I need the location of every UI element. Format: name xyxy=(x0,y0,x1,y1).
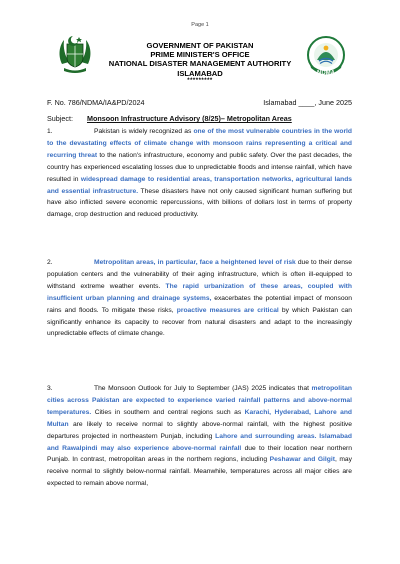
subject-line xyxy=(47,114,352,123)
highlighted-text: The rapid urbanization of these areas, coupled with insufficient urban planning and drainage systems, xyxy=(47,282,352,302)
body-text: These disasters have not only caused significant human suffering but have also inflicted severe economic repercussions, with billions of dollars lost in terms of property damage, crop destruction and reduced productivity. xyxy=(47,187,352,219)
body-text: are likely to receive normal to slightly above-normal rainfall, with the highest positive departures projected in northeastern Punjab, including xyxy=(47,420,352,440)
paragraph-number: 1. xyxy=(47,128,53,135)
ndma-logo-text: NDMA xyxy=(317,70,335,77)
paragraph-3 xyxy=(47,383,352,490)
header-line-city: ISLAMABAD xyxy=(177,68,223,78)
header-line-government: GOVERNMENT OF PAKISTAN xyxy=(146,41,254,50)
highlighted-text: metropolitan cities across Pakistan are expected to experience varied rainfall patterns and above-normal temperatures. xyxy=(47,385,352,416)
paragraph-1 xyxy=(47,126,352,221)
page-number: Page 1 xyxy=(191,22,209,28)
letterhead xyxy=(90,41,310,84)
body-text: due to their location near northern Punjab. In contrast, metropolitan areas in the northern regions, including xyxy=(47,444,352,464)
paragraph-number: 2. xyxy=(47,259,53,266)
header-line-authority: NATIONAL DISASTER MANAGEMENT AUTHORITY xyxy=(108,59,292,69)
highlighted-text: proactive measures are critical xyxy=(176,306,279,314)
body-text: The Monsoon Outlook for July to September (JAS) 2025 indicates that xyxy=(94,385,312,392)
paragraph-body xyxy=(47,259,352,337)
date-line: Islamabad ____, June 2025 xyxy=(263,98,352,107)
paragraph-body xyxy=(47,128,352,218)
body-text: Cities in southern and central regions such as xyxy=(91,408,245,416)
body-text: , may receive normal to slightly below-normal rainfall. Meanwhile, temperatures across all major cities are expected to remain above normal, xyxy=(47,456,352,488)
highlighted-text: Peshawar and Gilgit xyxy=(269,456,335,464)
pakistan-emblem-icon xyxy=(56,34,94,74)
body-text: to the nation's infrastructure, economy and public safety. Over the past decades, the country has experienced escalating losses due to unpredictable floods and intense rainfall, which have resulted in xyxy=(47,151,352,183)
subject-title: Monsoon Infrastructure Advisory (8/25)– Metropolitan Areas xyxy=(87,114,292,123)
header-stars: ********* xyxy=(187,77,213,84)
highlighted-text: Lahore and surrounding areas. Islamabad and Rawalpindi may also experience above-normal rainfall xyxy=(47,432,352,452)
highlighted-text: one of the most vulnerable countries in the world to the devastating effects of climate change with monsoon rains representing a critical and recurring threat xyxy=(47,128,352,159)
body-text: Pakistan is widely recognized as xyxy=(94,128,194,135)
highlighted-text: widespread damage to residential areas, transportation networks, agricultural lands and essential infrastructure. xyxy=(47,175,353,195)
file-meta xyxy=(47,98,352,107)
paragraph-number: 3. xyxy=(47,385,53,392)
highlighted-text: Karachi, Hyderabad, Lahore and Multan xyxy=(47,408,353,428)
subject-label: Subject: xyxy=(47,114,73,123)
header-line-office: PRIME MINISTER'S OFFICE xyxy=(150,50,250,60)
file-number: F. No. 786/NDMA/IA&PD/2024 xyxy=(47,98,145,107)
ndma-logo-icon xyxy=(305,34,347,78)
paragraph-body xyxy=(47,385,352,487)
body-text: by which Pakistan can significantly enhance its capacity to recover from natural disasters and adapt to the increasingly unpredictable effects of climate change. xyxy=(47,306,352,338)
highlighted-text: Metropolitan areas, in particular, face a heightened level of risk xyxy=(94,259,296,266)
body-text: due to their dense population centers and the vulnerability of their aging infrastructure, which is often ill-equipped to withstand extreme weather events. xyxy=(47,259,352,290)
body-text: exacerbates the potential impact of monsoon rains and floods. To mitigate these risks, xyxy=(47,294,352,314)
paragraph-2 xyxy=(47,257,352,340)
